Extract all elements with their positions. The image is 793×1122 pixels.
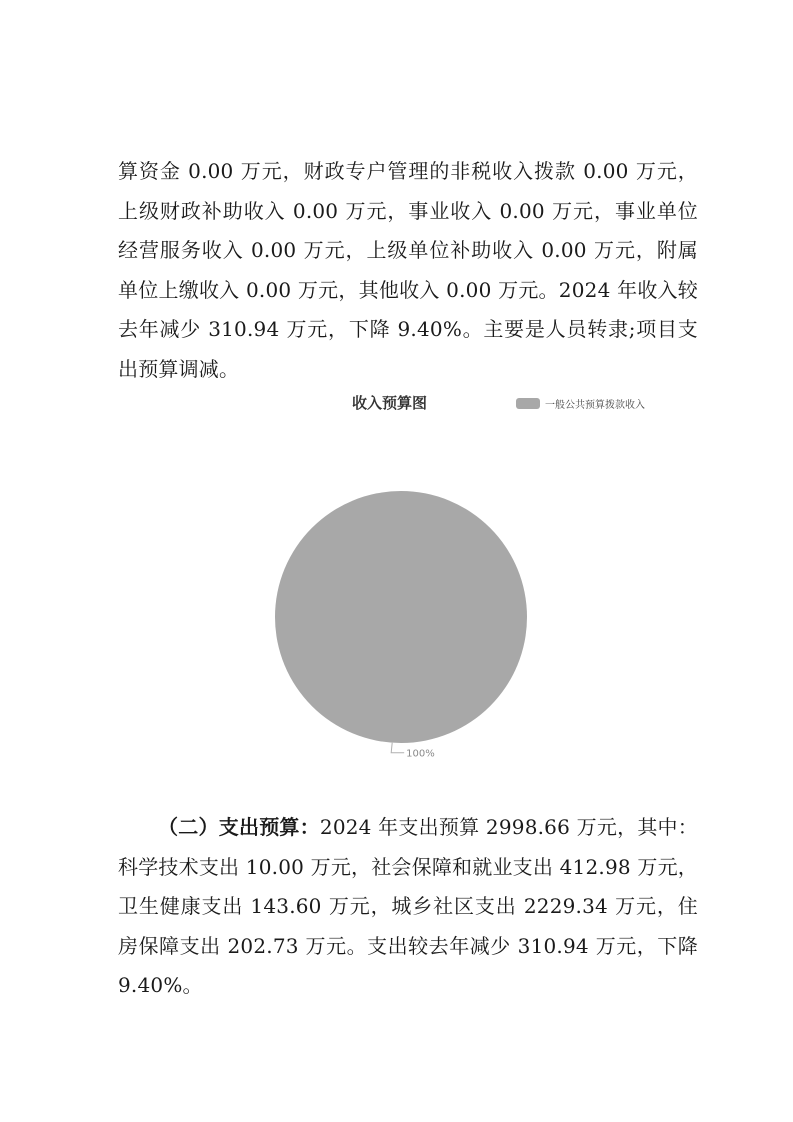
- section-heading: （二）支出预算：: [158, 815, 320, 839]
- pie-chart-svg: [0, 380, 793, 780]
- label-leader-line: [391, 743, 404, 753]
- expenditure-budget-paragraph: [118, 808, 698, 1006]
- income-budget-chart: [0, 380, 793, 780]
- income-budget-paragraph: 算资金 0.00 万元，财政专户管理的非税收入拨款 0.00 万元，上级财政补助收入 0.00 万元，事业收入 0.00 万元，事业单位经营服务收入 0.00 万元，上级单位补助收入 0.00 万元，附属单位上缴收入 0.00 万元，其他收入 0.00 万元。2024 年收入较去年减少 310.94 万元，下降 9.40%。主要是人员转隶;项目支出预算调减。: [118, 159, 698, 381]
- slice-percent-label: 100%: [406, 748, 435, 760]
- expenditure-text: 2024 年支出预算 2998.66 万元，其中：科学技术支出 10.00 万元，社会保障和就业支出 412.98 万元，卫生健康支出 143.60 万元，城乡社区支出 2229.34 万元，住房保障支出 202.73 万元。支出较去年减少 310.94 万元，下降 9.40%。: [118, 815, 698, 997]
- chart-title: 收入预算图: [352, 394, 428, 412]
- legend-label: 一般公共预算拨款收入: [545, 400, 645, 411]
- pie-slice: [275, 491, 527, 743]
